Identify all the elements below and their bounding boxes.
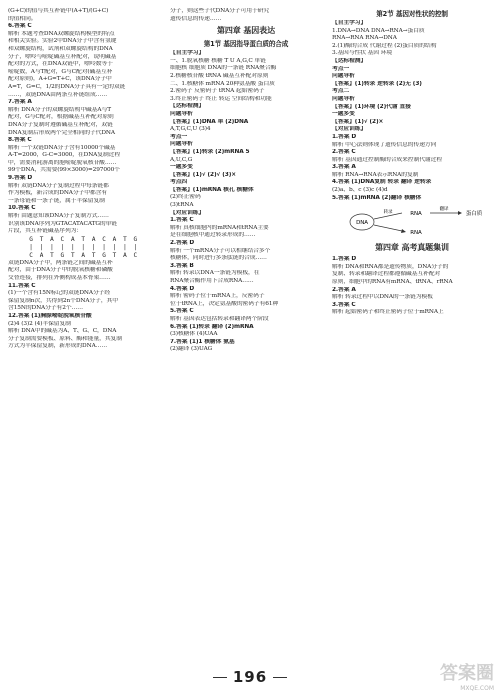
watermark-text: 答案圈	[440, 663, 494, 684]
text-line: 10.答案 C	[8, 205, 36, 212]
text-line: 一题多变	[332, 111, 355, 118]
text-line: 1.答案 D	[332, 256, 357, 263]
text-line: 6.答案 (1)转录 翻译 (2)mRNA	[170, 323, 254, 330]
text-line: 考点二	[332, 88, 350, 95]
text-line: ……，双链DNA由两条互补链组成……	[8, 91, 108, 98]
text-line: 一、1.脱氧核糖 核糖 T U A,G,C 单链	[170, 57, 266, 64]
text-line: 考点四	[170, 179, 188, 186]
text-line: 【对应训练】	[170, 209, 205, 216]
text-line: 7.答案 (1)1 核糖体 氨基	[170, 338, 235, 345]
text-line: (G+C)的值与其互补链中(A+T)/(G+C)	[8, 8, 109, 14]
text-line: RNA→RNA RNA→DNA	[332, 35, 397, 42]
text-line: 解析 基因通过控制酶的合成来控制代谢过程	[332, 156, 442, 163]
text-line: 解析 DNA和RNA都是遗传物质，DNA分子的	[332, 263, 449, 270]
section-title-2: 第2节 基因对性状的控制	[376, 10, 448, 18]
text-line: (2)终止密码	[170, 194, 201, 201]
text-line: 双链DNA分子中，两条链之间的碱基互补	[8, 259, 113, 266]
arrow-reverse	[374, 225, 402, 231]
chapter-title: 第四章 基因表达	[217, 26, 275, 36]
text-line: 中，需要消耗游离的胞嘧啶脱氧核苷酸……	[8, 159, 117, 166]
text-line: 4.答案 (1)DNA复制 转录 翻译 逆转录	[332, 179, 432, 186]
text-line: 6.答案 C	[8, 23, 32, 30]
text-line: 1.答案 D	[332, 133, 357, 140]
text-line: 3.答案 C	[332, 301, 356, 308]
text-line: 解析 双链DNA分子复制过程中每条链都	[8, 182, 109, 189]
text-line: 2.密码子 反密码子 tRNA 起始密码子	[170, 88, 265, 95]
text-line: 考点一	[170, 133, 188, 140]
text-line: 【答案】(1)DNA 单 (2)DNA	[170, 118, 249, 125]
text-line: 原则，细胞中的RNA有mRNA、tRNA、rRNA	[332, 279, 453, 286]
text-line: 2.核糖核苷酸 tRNA 碱基互补配对原则	[170, 72, 269, 79]
text-line: 交替连接，排列在外侧构成基本骨架……	[8, 275, 111, 281]
text-line: 核糖体，同时进行多条肽链的合成……	[170, 255, 267, 262]
text-line: 嘧啶数，A与T配对，G与C配对(碱基互补	[8, 68, 113, 75]
text-line: 分子，嘌呤与嘧啶碱基互补配对，说明碱基	[8, 53, 117, 60]
text-line: 考点一	[332, 65, 350, 72]
text-line: 【答案】(1)√ (2)×	[332, 118, 384, 125]
text-line: 细胞核 细胞质 DNA的一条链 RNA聚合酶	[170, 65, 277, 72]
dna-bottom-strand: C A T G T A T G T A C	[29, 251, 139, 259]
text-line: 问题导析	[332, 95, 355, 102]
text-line: 含15N的DNA分子有2个……	[8, 305, 83, 312]
text-line: 2.答案 C	[332, 149, 356, 156]
dna-top-strand: G T A C A T A C A T G	[29, 235, 139, 243]
footer-dash-right	[273, 677, 287, 678]
text-line: 3.基因与性状 基因 环境	[332, 50, 393, 57]
text-line: 3.答案 B	[170, 262, 194, 269]
text-line: 解析 RNA→RNA表示RNA的复制	[332, 171, 419, 178]
text-line: 99个DNA，共需要(99×3000)=297000个	[8, 167, 120, 174]
text-line: 片段，其互补链碱基序列为：	[8, 228, 83, 235]
text-line: 解析 一个mRNA分子可以相继结合多个	[170, 247, 271, 254]
text-line: A,T,G,C,U (3)4	[170, 126, 211, 133]
text-line: (2)翻译 (3)UAG	[170, 346, 213, 353]
text-line: 二、1.核糖体 mRNA 20种氨基酸 蛋白质	[170, 80, 275, 87]
text-line: 分子，则这些子代DNA分子可用于研究	[170, 8, 270, 14]
text-line: 解析 一个双链DNA分子含有10000个碱基	[8, 144, 116, 151]
transcription-label: 转录	[383, 210, 393, 216]
text-line: 问题导析	[332, 73, 355, 80]
watermark-url: MXQE.COM	[460, 685, 494, 692]
text-line: 3.终止密码子 终止 转运 空间结构和功能	[170, 95, 272, 102]
text-line: 解析 DNA分子的双螺旋结构中碱基A与T	[8, 106, 111, 113]
text-line: 一条母链和一条子链，属于半保留复制	[8, 197, 105, 204]
text-line: 5.答案 C	[170, 308, 194, 315]
text-line: 和双螺旋结构，试剂和双螺旋结构的DNA	[8, 45, 113, 52]
text-line: DNA分子复制时遵循碱基互补配对，双链	[8, 121, 113, 128]
text-line: 【达标检测】	[170, 103, 205, 110]
text-line: (3)tRNA	[170, 202, 194, 209]
column-right	[332, 8, 492, 317]
text-line: 2.答案 D	[170, 240, 195, 247]
text-line: 和相关实验。实验2中DNA分子中含有氢键	[8, 38, 117, 45]
text-line: 配对，由于DNA分子中的脱氧核糖和磷酸	[8, 267, 113, 274]
central-dogma-svg	[332, 205, 492, 239]
text-line: 问题导析	[170, 110, 193, 117]
text-line: (2)4 (3)2 (4)半保留复制	[8, 320, 71, 327]
arrowhead-1	[458, 211, 462, 215]
text-line: 7.答案 A	[8, 99, 32, 106]
rna-label-2: RNA	[410, 230, 422, 237]
text-line: RNA聚合酶作用下合成RNA……	[170, 278, 254, 284]
text-line: A=T，G=C，1/2的DNA分子具有一定的双链	[8, 83, 126, 90]
dna-label: DNA	[356, 220, 368, 227]
text-line: 1.答案 C	[170, 217, 194, 224]
column-left	[8, 8, 160, 351]
text-line: 【对应训练】	[332, 126, 367, 133]
text-line: 1.DNA→DNA DNA→RNA→蛋白质	[332, 27, 425, 34]
text-line: 8.答案 C	[8, 137, 32, 144]
text-line: 解析 由题意知该DNA分子复制方式……	[8, 213, 109, 220]
text-line: 【答案】(1)环境 (2)代谢 直接	[332, 103, 411, 110]
text-line: 解析 DNA中的碱基为A、T、G、C，DNA	[8, 328, 117, 335]
text-line: 【自主学习】	[332, 20, 367, 26]
section-title: 第1节 基因指导蛋白质的合成	[203, 40, 289, 49]
text-line: 【达标检测】	[332, 57, 367, 64]
column-middle	[170, 8, 322, 354]
text-line: 解析 本题考查DNA双螺旋结构模型的特点	[8, 30, 115, 37]
text-line: 解析 真核细胞内的mRNA和tRNA主要	[170, 224, 269, 231]
text-line: 2.答案 A	[332, 286, 356, 293]
watermark-logo	[440, 659, 494, 692]
text-line: 保留复制n次，共得到2n个DNA分子，其中	[8, 297, 118, 304]
text-line: 配对的方式，在DNA双链中，嘌呤数等于	[8, 61, 113, 68]
text-line: 解析 转录过程中以DNA的一条链为模板	[332, 294, 433, 301]
text-line: 9.答案 D	[8, 175, 33, 182]
text-line: (3)核糖体 (4)UAA	[170, 331, 218, 338]
text-line: 解析 基因表达包括转录和翻译两个阶段	[170, 315, 269, 322]
text-line: 2.(1)酶的合成 代谢过程 (2)蛋白质的结构	[332, 42, 437, 49]
text-line: A,U,C,G	[170, 156, 193, 163]
text-line: 【自主学习】	[170, 50, 205, 57]
text-line: 是在细胞核中通过转录形成的……	[170, 232, 256, 239]
text-line: 复制、转录和翻译过程都遵循碱基互补配对	[332, 271, 441, 278]
text-line: 配对，G与C配对，根据碱基互补配对原则	[8, 114, 114, 121]
text-line: 遗传信息的传递……	[170, 15, 222, 22]
review-title: 第四章 高考真题集训	[375, 243, 449, 253]
text-line: 的值相同。	[8, 15, 37, 22]
text-line: 作为模板，新合成的DNA分子中都含有	[8, 190, 108, 197]
text-line: 12.答案 (1)胸腺嘧啶脱氧核苷酸	[8, 312, 92, 319]
text-line: 方式为半保留复制，新形成的DNA……	[8, 343, 108, 350]
text-line: 解析 中心法则体现了遗传信息的传递方向	[332, 141, 437, 148]
dna-bonds: | | | | | | | | | | |	[29, 243, 139, 251]
text-line: (2)a、b、c (3)c (4)d	[332, 187, 388, 194]
text-line: 11.答案 C	[8, 282, 36, 289]
page-footer	[0, 667, 500, 686]
text-line: 识别该DNA序列为GTACATACATG的单链	[8, 220, 117, 227]
arrowhead-2	[401, 229, 406, 233]
text-line: (1)一个含有15N标记的双链DNA分子经	[8, 290, 111, 297]
text-line: A-T=2000，G-C=3000，在DNA复制过程	[8, 152, 121, 159]
protein-label: 蛋白质	[465, 211, 483, 218]
page-number: 196	[232, 668, 268, 686]
text-line: 4.答案 D	[170, 285, 195, 292]
text-line: 3.答案 A	[332, 164, 356, 171]
text-line: 解析 转录以DNA一条链为模板，在	[170, 270, 260, 277]
central-dogma-diagram	[332, 205, 492, 239]
translation-label: 翻译	[439, 207, 449, 213]
rna-label: RNA	[410, 211, 422, 218]
text-line: 问题导析	[170, 141, 193, 148]
text-line: 配对原则)，A+G=T+C，该DNA分子中	[8, 76, 112, 83]
text-line: 【答案】(1)转录 逆转录 (2)无 (3)	[332, 80, 422, 87]
text-line: 解析 密码子位于mRNA上，反密码子	[170, 293, 265, 300]
text-line: 【答案】(1)转录 (2)mRNA 5	[170, 148, 250, 155]
text-line: 【答案】(1)mRNA 核孔 核糖体	[170, 186, 254, 193]
text-line: 【答案】(1)√ (2)√ (3)×	[170, 171, 237, 178]
text-line: 一题多变	[170, 164, 193, 171]
text-line: 解析 起始密码子和终止密码子位于mRNA上	[332, 309, 444, 316]
footer-dash-left	[213, 677, 227, 678]
text-line: 分子复制需要模板、原料、酶和能量，其复制	[8, 335, 122, 342]
text-line: DNA复制后形成两个完全相同的子代DNA	[8, 129, 115, 136]
text-line: 5.答案 (1)mRNA (2)翻译 核糖体	[332, 194, 422, 201]
text-line: 位于tRNA上，决定氨基酸的密码子有61种	[170, 300, 279, 307]
